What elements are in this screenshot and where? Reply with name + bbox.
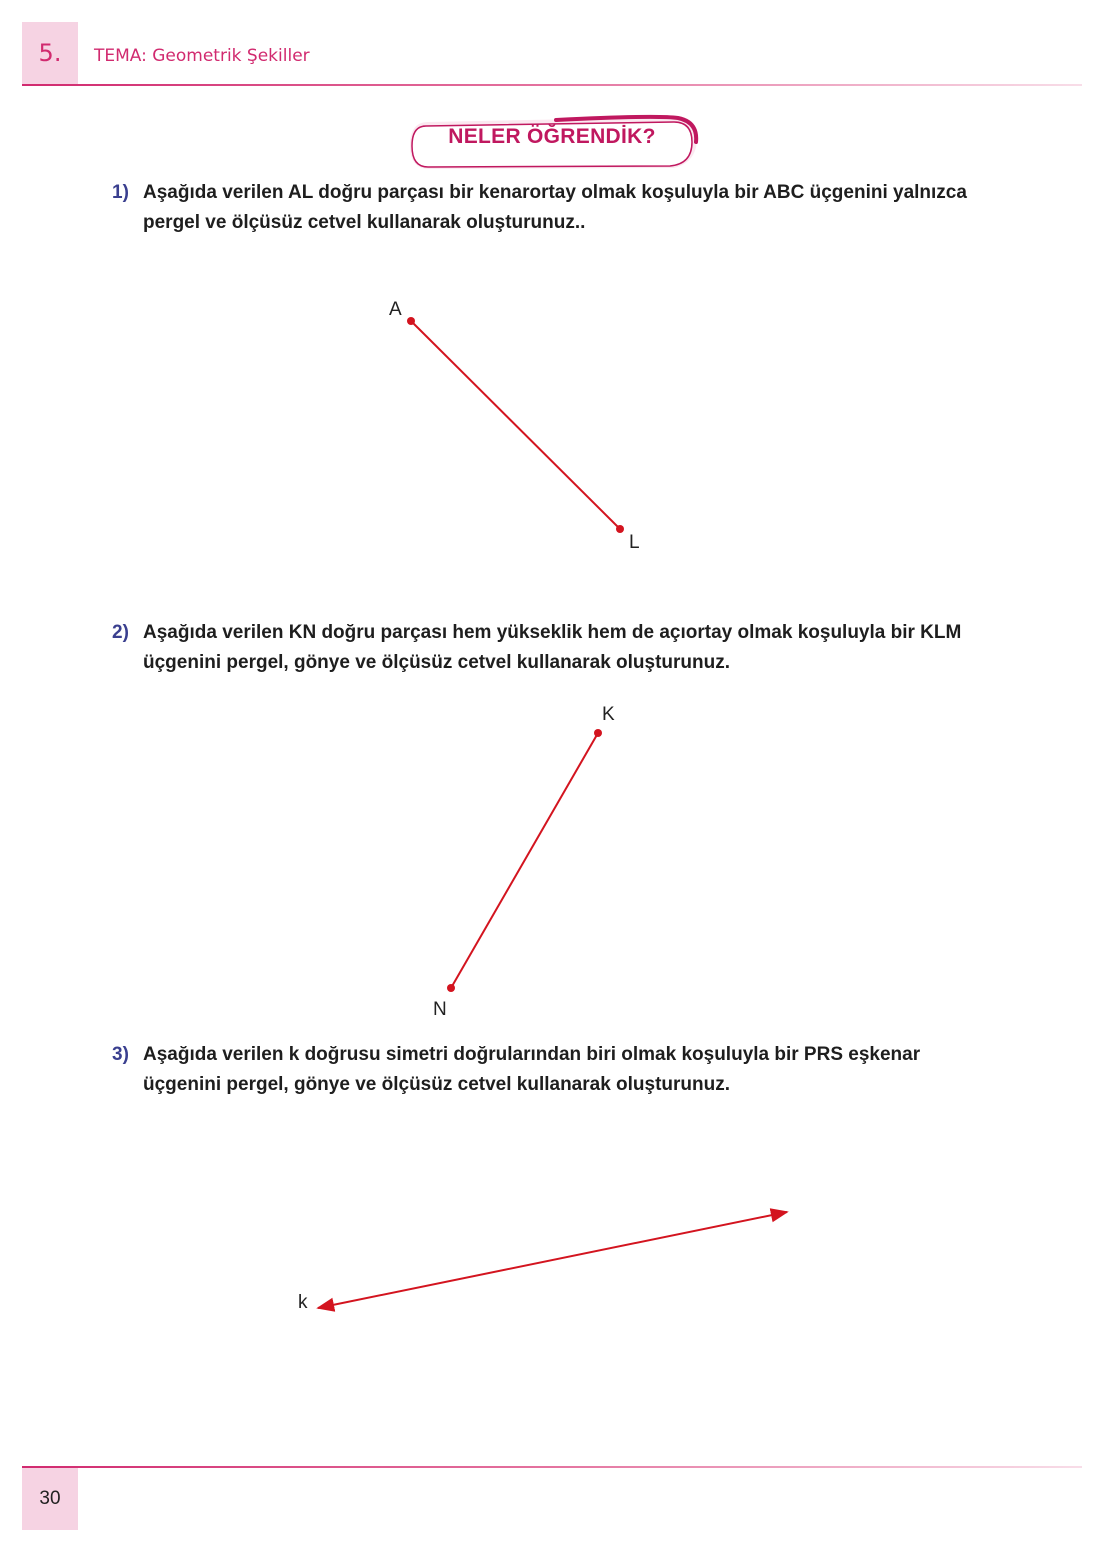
line-label-k: k bbox=[298, 1292, 308, 1313]
footer-divider bbox=[22, 1466, 1082, 1468]
question-number: 3) bbox=[112, 1044, 129, 1065]
question-number: 2) bbox=[112, 622, 129, 643]
point-a bbox=[407, 317, 415, 325]
point-label-l: L bbox=[629, 532, 640, 553]
point-l bbox=[616, 525, 624, 533]
point-label-k: K bbox=[602, 704, 615, 725]
unit-number: 5. bbox=[38, 39, 62, 67]
segment-kn bbox=[451, 733, 598, 988]
question-text: Aşağıda verilen k doğrusu simetri doğrularından biri olmak koşuluyla bir PRS eşkenar üçgenini pergel, gönye ve ölçüsüz cetvel kullanarak oluşturunuz. bbox=[143, 1044, 921, 1095]
question-text: Aşağıda verilen KN doğru parçası hem yükseklik hem de açıortay olmak koşuluyla bir KLM üçgenini pergel, gönye ve ölçüsüz cetvel kullanarak oluşturunuz. bbox=[143, 622, 962, 673]
section-title: NELER ÖĞRENDİK? bbox=[448, 125, 656, 148]
page-number: 30 bbox=[39, 1488, 61, 1509]
point-label-n: N bbox=[433, 999, 447, 1020]
question-number: 1) bbox=[112, 182, 129, 203]
point-label-a: A bbox=[389, 299, 402, 320]
point-k bbox=[594, 729, 602, 737]
segment-al bbox=[411, 321, 620, 529]
page-number-badge bbox=[22, 1468, 78, 1530]
question-text: Aşağıda verilen AL doğru parçası bir kenarortay olmak koşuluyla bir ABC üçgenini yalnızca pergel ve ölçüsüz cetvel kullanarak oluşturunuz.. bbox=[143, 182, 967, 233]
point-n bbox=[447, 984, 455, 992]
theme-title: TEMA: Geometrik Şekiller bbox=[94, 46, 310, 66]
line-k bbox=[318, 1212, 787, 1308]
